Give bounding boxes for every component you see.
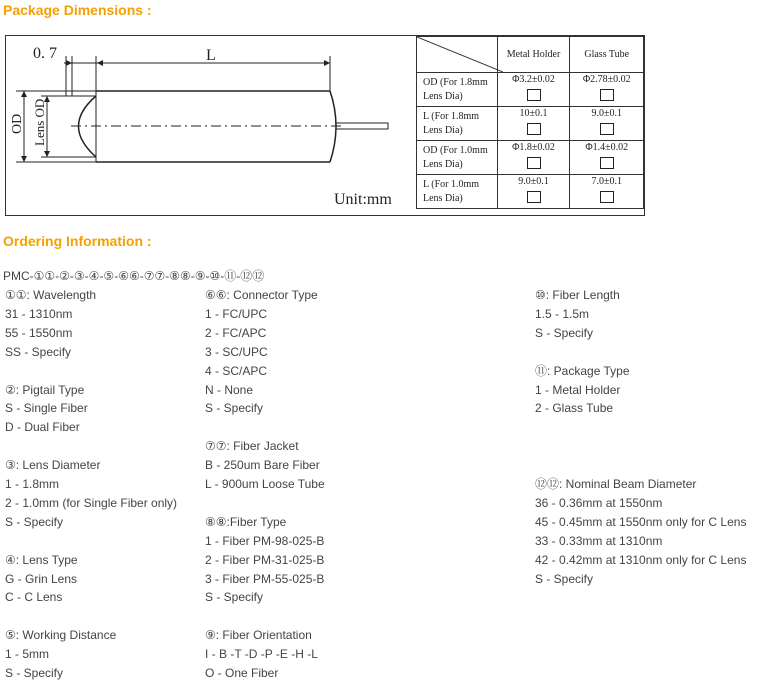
- ordering-line: S - Specify: [205, 401, 264, 416]
- ordering-line: S - Specify: [535, 325, 594, 340]
- ordering-line: 2 - FC/APC: [205, 325, 267, 340]
- ordering-line: ⑨: Fiber Orientation: [205, 628, 312, 643]
- metal-value-text: Φ1.8±0.02: [512, 142, 555, 153]
- ordering-line: ①①: Wavelength: [5, 288, 97, 302]
- header-metal-holder: Metal Holder: [497, 37, 570, 73]
- spacer: [5, 437, 177, 456]
- ordering-line: ③: Lens Diameter: [5, 458, 101, 473]
- ordering-line: 42 - 0.42mm at 1310nm only for C Lens: [535, 552, 747, 567]
- ordering-line: 33 - 0.33mm at 1310nm: [535, 533, 663, 548]
- ordering-line: 55 - 1550nm: [5, 325, 73, 340]
- spacer: [205, 418, 325, 437]
- ordering-line: ⑫⑫: Nominal Beam Diameter: [535, 477, 697, 491]
- lens-od-label: Lens OD: [32, 98, 47, 146]
- ordering-line: 1 - 1.8mm: [5, 477, 60, 492]
- collimator-drawing: [6, 36, 416, 215]
- ordering-information-title: Ordering Information :: [3, 233, 152, 249]
- row-label-line1: OD (For 1.0mm: [423, 144, 488, 156]
- glass-value-text: 7.0±0.1: [591, 176, 622, 187]
- metal-value: [497, 107, 570, 141]
- row-label: [417, 107, 498, 141]
- spacer: [5, 362, 177, 381]
- spacer: [205, 607, 325, 626]
- ordering-line: S - Specify: [535, 571, 594, 586]
- ordering-line: 1.5 - 1.5m: [535, 306, 590, 321]
- unit-label: Unit:mm: [334, 191, 392, 208]
- row-label-line1: L (For 1.0mm: [423, 178, 480, 190]
- ordering-column-3: [535, 286, 746, 588]
- table-corner: [417, 37, 498, 73]
- metal-checkbox[interactable]: [527, 157, 541, 169]
- row-label-line1: L (For 1.8mm: [423, 110, 480, 122]
- metal-value: [497, 73, 570, 107]
- ordering-line: 1 - Metal Holder: [535, 382, 621, 397]
- row-label-line1: OD (For 1.8mm: [423, 76, 488, 88]
- metal-value-text: 9.0±0.1: [518, 176, 549, 187]
- row-label-line2: Lens Dia): [423, 124, 463, 136]
- ordering-line: 2 - 1.0mm (for Single Fiber only): [5, 495, 178, 510]
- ordering-line: L - 900um Loose Tube: [205, 477, 325, 492]
- row-label-line2: Lens Dia): [423, 158, 463, 170]
- metal-checkbox[interactable]: [527, 191, 541, 203]
- spacer: [535, 456, 746, 475]
- ordering-line: S - Specify: [5, 666, 64, 681]
- ordering-line: S - Specify: [5, 514, 64, 529]
- od-label: OD: [10, 113, 25, 134]
- ordering-line: 4 - SC/APC: [205, 363, 268, 378]
- glass-value-text: 9.0±0.1: [591, 108, 622, 119]
- glass-checkbox[interactable]: [600, 191, 614, 203]
- row-label-line2: Lens Dia): [423, 192, 463, 204]
- spec-table: [416, 36, 644, 209]
- glass-value: [570, 175, 644, 209]
- ordering-line: I - B -T -D -P -E -H -L: [205, 647, 318, 662]
- ordering-line: SS - Specify: [5, 344, 72, 359]
- package-dimensions-title: Package Dimensions :: [3, 2, 152, 18]
- ordering-line: 3 - Fiber PM-55-025-B: [205, 571, 325, 586]
- glass-checkbox[interactable]: [600, 157, 614, 169]
- metal-value: [497, 141, 570, 175]
- spacer: [5, 607, 177, 626]
- glass-value: [570, 141, 644, 175]
- row-label: [417, 175, 498, 209]
- ordering-line: C - C Lens: [5, 590, 63, 605]
- ordering-line: 1 - Fiber PM-98-025-B: [205, 533, 325, 548]
- spacer: [205, 494, 325, 513]
- glass-value: [570, 107, 644, 141]
- ordering-line: 31 - 1310nm: [5, 306, 73, 321]
- glass-checkbox[interactable]: [600, 89, 614, 101]
- package-diagram: [5, 35, 645, 216]
- row-label: [417, 141, 498, 175]
- metal-value: [497, 175, 570, 209]
- spacer: [5, 532, 177, 551]
- ordering-column-2: [205, 286, 325, 683]
- part-number-code: PMC-①①-②-③-④-⑤-⑥⑥-⑦⑦-⑧⑧-⑨-⑩-⑪-⑫⑫: [3, 269, 265, 283]
- ordering-line: ⑩: Fiber Length: [535, 288, 620, 302]
- ordering-line: ⑦⑦: Fiber Jacket: [205, 439, 299, 454]
- ordering-line: D - Dual Fiber: [5, 420, 80, 435]
- ordering-line: B - 250um Bare Fiber: [205, 458, 320, 473]
- ordering-line: N - None: [205, 382, 254, 397]
- ordering-line: S - Single Fiber: [5, 401, 88, 416]
- glass-value-text: Φ2.78±0.02: [582, 74, 631, 85]
- metal-value-text: Φ3.2±0.02: [512, 74, 555, 85]
- ordering-line: ②: Pigtail Type: [5, 382, 85, 397]
- ordering-line: ④: Lens Type: [5, 552, 78, 567]
- ordering-line: S - Specify: [205, 590, 264, 605]
- header-glass-tube: Glass Tube: [570, 37, 644, 73]
- ordering-line: ⑤: Working Distance: [5, 628, 117, 643]
- ordering-line: 2 - Fiber PM-31-025-B: [205, 552, 325, 567]
- ordering-line: G - Grin Lens: [5, 571, 78, 586]
- ordering-column-1: [5, 286, 177, 683]
- ordering-line: 45 - 0.45mm at 1550nm only for C Lens: [535, 514, 747, 529]
- ordering-line: 3 - SC/UPC: [205, 344, 268, 359]
- row-label-line2: Lens Dia): [423, 90, 463, 102]
- metal-checkbox[interactable]: [527, 89, 541, 101]
- dim-offset-label: 0. 7: [33, 45, 57, 62]
- spacer: [535, 343, 746, 362]
- ordering-line: ⑧⑧:Fiber Type: [205, 514, 287, 529]
- dim-length-label: L: [206, 47, 216, 64]
- ordering-line: ⑥⑥: Connector Type: [205, 288, 318, 302]
- glass-checkbox[interactable]: [600, 123, 614, 135]
- ordering-line: 36 - 0.36mm at 1550nm: [535, 495, 663, 510]
- glass-value: [570, 73, 644, 107]
- ordering-line: 1 - 5mm: [5, 647, 50, 662]
- spacer: [535, 418, 746, 437]
- ordering-line: 2 - Glass Tube: [535, 401, 614, 416]
- metal-value-text: 10±0.1: [519, 108, 548, 119]
- glass-value-text: Φ1.4±0.02: [585, 142, 629, 153]
- spacer: [535, 437, 746, 456]
- row-label: [417, 73, 498, 107]
- ordering-line: O - One Fiber: [205, 666, 279, 681]
- ordering-line: 1 - FC/UPC: [205, 306, 268, 321]
- ordering-line: ⑪: Package Type: [535, 363, 630, 378]
- metal-checkbox[interactable]: [527, 123, 541, 135]
